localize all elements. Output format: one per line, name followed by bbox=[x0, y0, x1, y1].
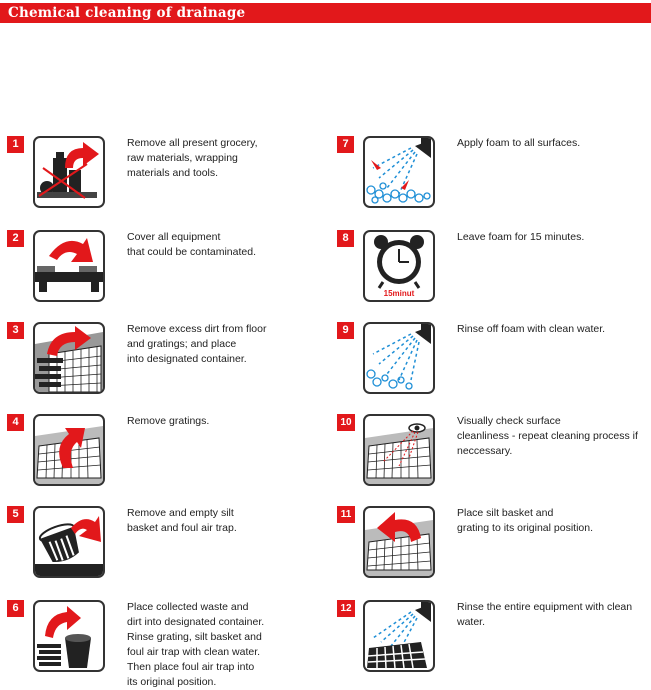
header-bar bbox=[0, 3, 651, 23]
step-number-badge: 11 bbox=[337, 506, 355, 523]
empty-silt-basket-icon bbox=[33, 506, 105, 578]
remove-dirt-icon bbox=[33, 322, 105, 394]
rinse-foam-icon bbox=[363, 322, 435, 394]
remove-items-icon bbox=[33, 136, 105, 208]
remove-grating-icon bbox=[33, 414, 105, 486]
step-number-badge: 8 bbox=[337, 230, 354, 247]
step-description: Leave foam for 15 minutes. bbox=[457, 231, 585, 243]
step-description: Rinse the entire equipment with clean water. bbox=[457, 601, 633, 628]
step-number-badge: 4 bbox=[7, 414, 24, 431]
step-number-badge: 1 bbox=[7, 136, 24, 153]
step-description: Apply foam to all surfaces. bbox=[457, 137, 581, 149]
step-number-badge: 7 bbox=[337, 136, 354, 153]
step-7 bbox=[337, 136, 651, 216]
alarm-clock-icon bbox=[363, 230, 435, 302]
step-11 bbox=[337, 506, 651, 586]
place-waste-icon bbox=[33, 600, 105, 672]
step-3 bbox=[7, 322, 327, 402]
cover-equipment-icon bbox=[33, 230, 105, 302]
step-2 bbox=[7, 230, 327, 310]
step-8 bbox=[337, 230, 651, 310]
step-12 bbox=[337, 600, 651, 680]
rinse-equipment-icon bbox=[363, 600, 435, 672]
step-number-badge: 3 bbox=[7, 322, 24, 339]
step-description: Remove and empty silt basket and foul air trap. bbox=[127, 507, 237, 534]
timer-caption: 15minut bbox=[383, 289, 415, 298]
inspect-eye-icon bbox=[363, 414, 435, 486]
step-5 bbox=[7, 506, 327, 586]
replace-grating-icon bbox=[363, 506, 435, 578]
step-number-badge: 9 bbox=[337, 322, 354, 339]
step-number-badge: 12 bbox=[337, 600, 355, 617]
step-number-badge: 6 bbox=[7, 600, 24, 617]
step-description: Remove excess dirt from floor and gratings; and place into designated container. bbox=[127, 323, 267, 365]
step-description: Rinse off foam with clean water. bbox=[457, 323, 606, 335]
step-description: Remove gratings. bbox=[127, 415, 210, 427]
step-description: Remove all present grocery, raw materials, wrapping materials and tools. bbox=[127, 137, 258, 179]
step-number-badge: 2 bbox=[7, 230, 24, 247]
page-title: Chemical cleaning of drainage bbox=[8, 5, 246, 21]
step-number-badge: 5 bbox=[7, 506, 24, 523]
step-10 bbox=[337, 414, 651, 494]
apply-foam-icon bbox=[363, 136, 435, 208]
step-4 bbox=[7, 414, 327, 494]
step-description: Place collected waste and dirt into designated container. Rinse grating, silt basket and foul air trap with clean water. Then place foul air trap into its original position. bbox=[127, 601, 265, 688]
step-9 bbox=[337, 322, 651, 402]
step-description: Visually check surface cleanliness - repeat cleaning process if neccessary. bbox=[457, 415, 638, 457]
step-6 bbox=[7, 600, 327, 688]
step-description: Cover all equipment that could be contaminated. bbox=[127, 231, 257, 258]
step-number-badge: 10 bbox=[337, 414, 355, 431]
step-1 bbox=[7, 136, 327, 216]
step-description: Place silt basket and grating to its original position. bbox=[457, 507, 593, 534]
